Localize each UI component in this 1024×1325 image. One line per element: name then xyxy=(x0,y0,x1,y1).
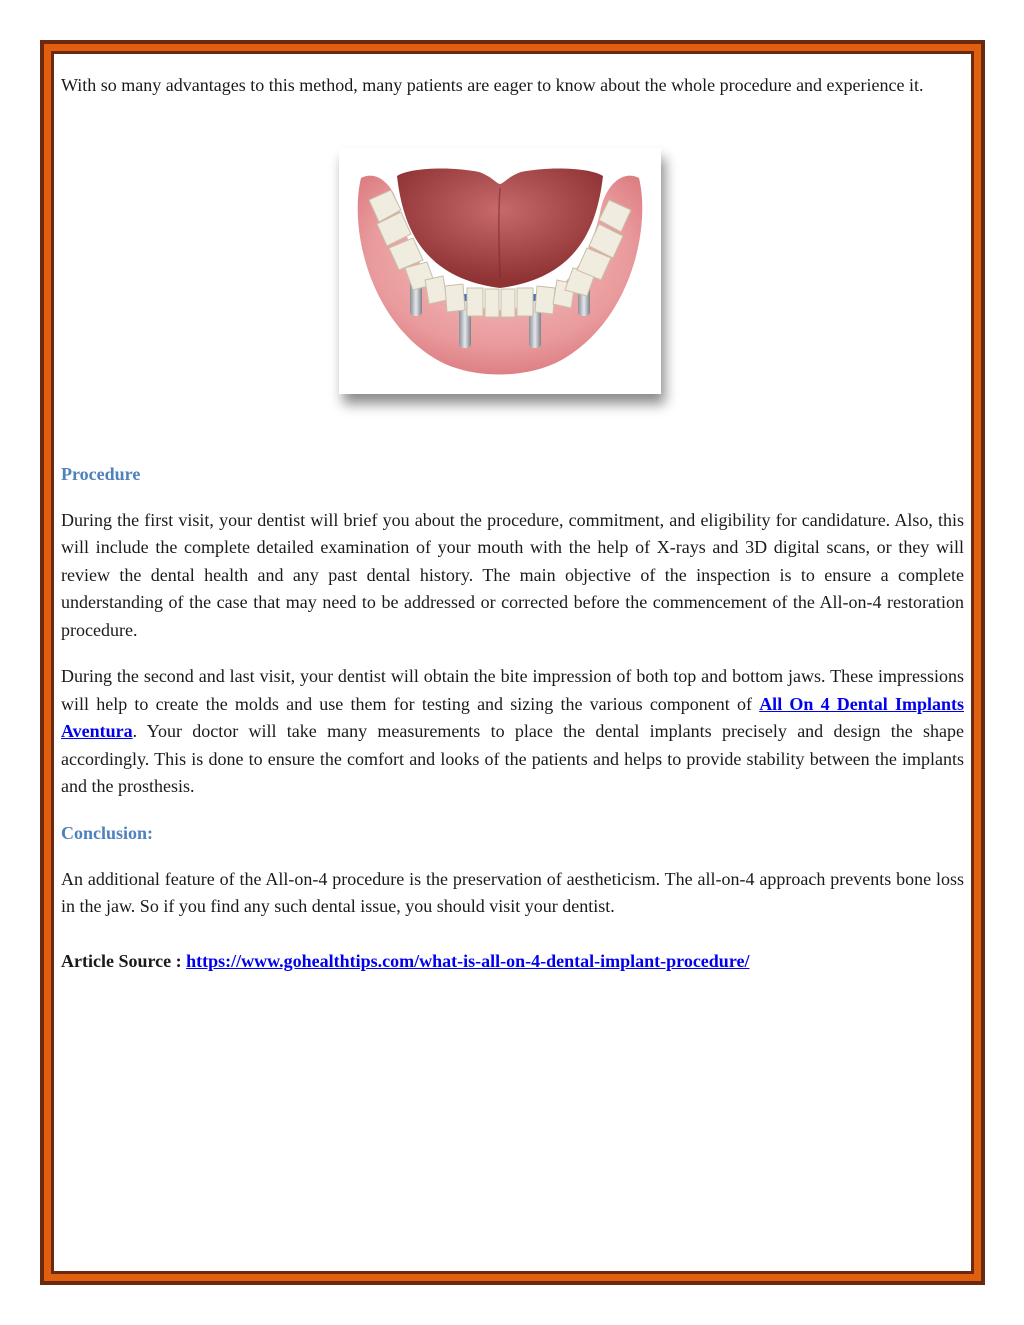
page-border xyxy=(40,40,985,1285)
page xyxy=(54,54,971,1271)
procedure-heading: Procedure xyxy=(61,463,141,484)
procedure-paragraph-1: During the first visit, your dentist will brief you about the procedure, commitment, and eligibility for candidature. Also, this will include the complete detailed examination of your mouth with the help of X-rays and 3D digital scans, or they will review the dental health and any past dental history. The main objective of the inspection is to ensure a complete understanding of the case that may need to be addressed or corrected before the commencement of the All-on-4 restoration procedure. xyxy=(61,509,964,640)
conclusion-paragraph: An additional feature of the All-on-4 procedure is the preservation of aestheticism. The all-on-4 approach prevents bone loss in the jaw. So if you find any such dental issue, you should visit your dentist. xyxy=(61,868,964,916)
article-source-link[interactable]: https://www.gohealthtips.com/what-is-all-on-4-dental-implant-procedure/ xyxy=(186,950,750,971)
jaw-illustration-icon xyxy=(339,148,661,394)
procedure-paragraph-2 xyxy=(61,663,964,801)
all-on-4-aventura-link[interactable]: All On 4 Dental Implants Aventura xyxy=(61,693,965,741)
figure-area xyxy=(61,100,964,461)
article-source xyxy=(61,948,964,976)
article-source-label: Article Source : xyxy=(61,950,187,971)
page-border-inner xyxy=(51,51,974,1274)
conclusion-heading: Conclusion: xyxy=(61,822,154,843)
document-body xyxy=(61,72,964,975)
dental-implant-jaw-illustration xyxy=(339,148,661,394)
procedure-paragraph-2-end: . Your doctor will take many measurements to place the dental implants precisely and design the shape accordingly. This is done to ensure the comfort and looks of the patients and helps to provide stability between the implants and the prosthesis. xyxy=(61,721,964,796)
intro-paragraph: With so many advantages to this method, many patients are eager to know about the whole procedure and experience it. xyxy=(61,75,924,95)
procedure-paragraph-2-start: During the second and last visit, your dentist will obtain the bite impression of both top and bottom jaws. These impressions will help to create the molds and use them for testing and sizing the various component of xyxy=(61,666,964,714)
page-border-orange xyxy=(44,44,981,1281)
